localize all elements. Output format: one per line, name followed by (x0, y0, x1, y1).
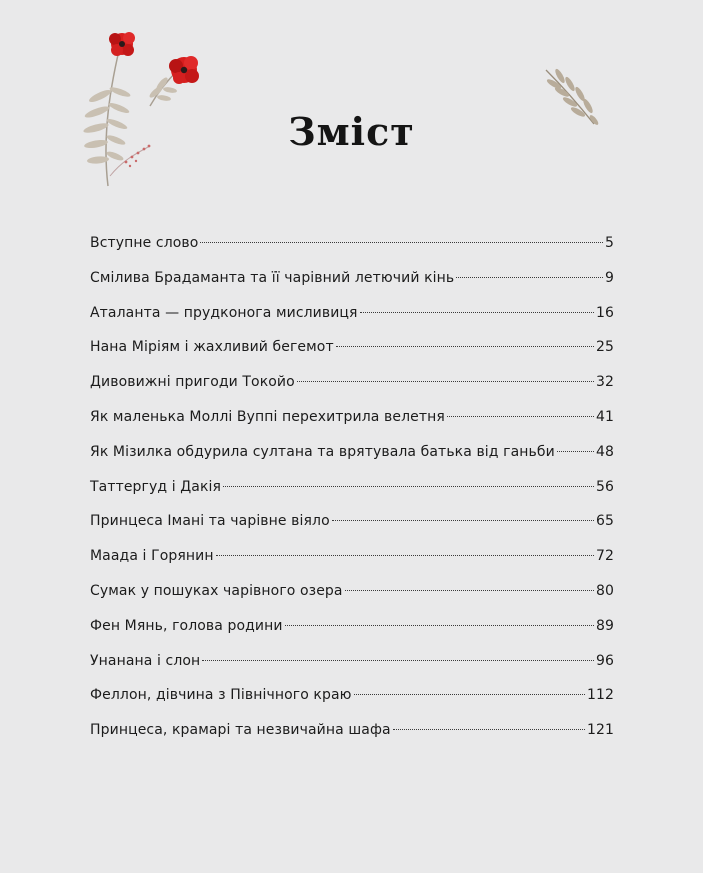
toc-entry-page-number: 72 (595, 548, 614, 565)
toc-entry-page-number: 5 (604, 235, 614, 251)
toc-entry-page-number: 65 (595, 513, 614, 530)
toc-dot-leader (336, 346, 594, 347)
toc-entry[interactable] (90, 261, 614, 296)
toc-entry[interactable] (90, 400, 614, 435)
toc-entry-title: Аталанта — прудконога мисливиця (90, 304, 358, 321)
toc-entry-title: Сумак у пошуках чарівного озера (90, 582, 343, 599)
toc-entry[interactable] (90, 365, 614, 400)
toc-entry-title: Як Мізилка обдурила султана та врятувала батька від ганьби (90, 443, 555, 460)
toc-entry-title: Як маленька Моллі Вуппі перехитрила велетня (90, 408, 445, 425)
toc-entry-page-number: 9 (604, 269, 614, 286)
toc-entry[interactable] (90, 504, 614, 539)
toc-dot-leader (297, 381, 594, 382)
toc-entry[interactable] (90, 226, 614, 261)
poppy-flower-icon (140, 48, 210, 110)
toc-entry[interactable] (90, 435, 614, 470)
toc-dot-leader (200, 242, 603, 243)
toc-entry-title: Нана Міріям і жахливий бегемот (90, 339, 334, 356)
toc-dot-leader (456, 277, 603, 278)
toc-entry-page-number: 48 (595, 443, 614, 460)
toc-entry[interactable] (90, 678, 614, 713)
toc-dot-leader (332, 520, 594, 521)
toc-entry-page-number: 89 (595, 617, 614, 634)
toc-entry[interactable] (90, 330, 614, 365)
toc-dot-leader (345, 590, 594, 591)
toc-entry-page-number: 121 (586, 722, 614, 739)
toc-dot-leader (354, 694, 585, 695)
toc-entry[interactable] (90, 574, 614, 609)
toc-entry-title: Феллон, дівчина з Північного краю (90, 687, 352, 704)
toc-dot-leader (393, 729, 585, 730)
toc-entry-page-number: 56 (595, 478, 614, 495)
page-title: Зміст (288, 109, 415, 155)
toc-dot-leader (285, 625, 594, 626)
toc-entry-title: Дивовижні пригоди Токойо (90, 374, 295, 391)
toc-entry[interactable] (90, 539, 614, 574)
toc-entry[interactable] (90, 713, 614, 748)
toc-entry-title: Смілива Брадаманта та її чарівний летючий кінь (90, 269, 455, 286)
toc-dot-leader (360, 312, 594, 313)
toc-entry-title: Маада і Горянин (90, 548, 214, 565)
toc-dot-leader (447, 416, 594, 417)
toc-entry-page-number: 112 (586, 687, 614, 704)
toc-entry-page-number: 32 (595, 374, 614, 391)
toc-entry-page-number: 16 (595, 304, 614, 321)
toc-dot-leader (202, 660, 594, 661)
toc-entry-title: Вступне слово (90, 235, 199, 251)
toc-dot-leader (557, 451, 594, 452)
toc-entry[interactable] (90, 470, 614, 505)
toc-entry-title: Принцеса, крамарі та незвичайна шафа (90, 722, 391, 739)
toc-dot-leader (216, 555, 594, 556)
table-of-contents (90, 226, 614, 748)
toc-dot-leader (223, 486, 594, 487)
toc-entry-title: Фен Мянь, голова родини (90, 617, 283, 634)
toc-entry[interactable] (90, 296, 614, 331)
toc-entry[interactable] (90, 644, 614, 679)
toc-entry-page-number: 80 (595, 582, 614, 599)
toc-entry-page-number: 25 (595, 339, 614, 356)
toc-entry-title: Принцеса Імані та чарівне віяло (90, 513, 330, 530)
toc-entry-title: Таттергуд і Дакія (90, 478, 222, 495)
toc-entry[interactable] (90, 609, 614, 644)
toc-entry-page-number: 96 (595, 652, 614, 669)
toc-entry-title: Унанана і слон (90, 652, 201, 669)
toc-entry-page-number: 41 (595, 408, 614, 425)
